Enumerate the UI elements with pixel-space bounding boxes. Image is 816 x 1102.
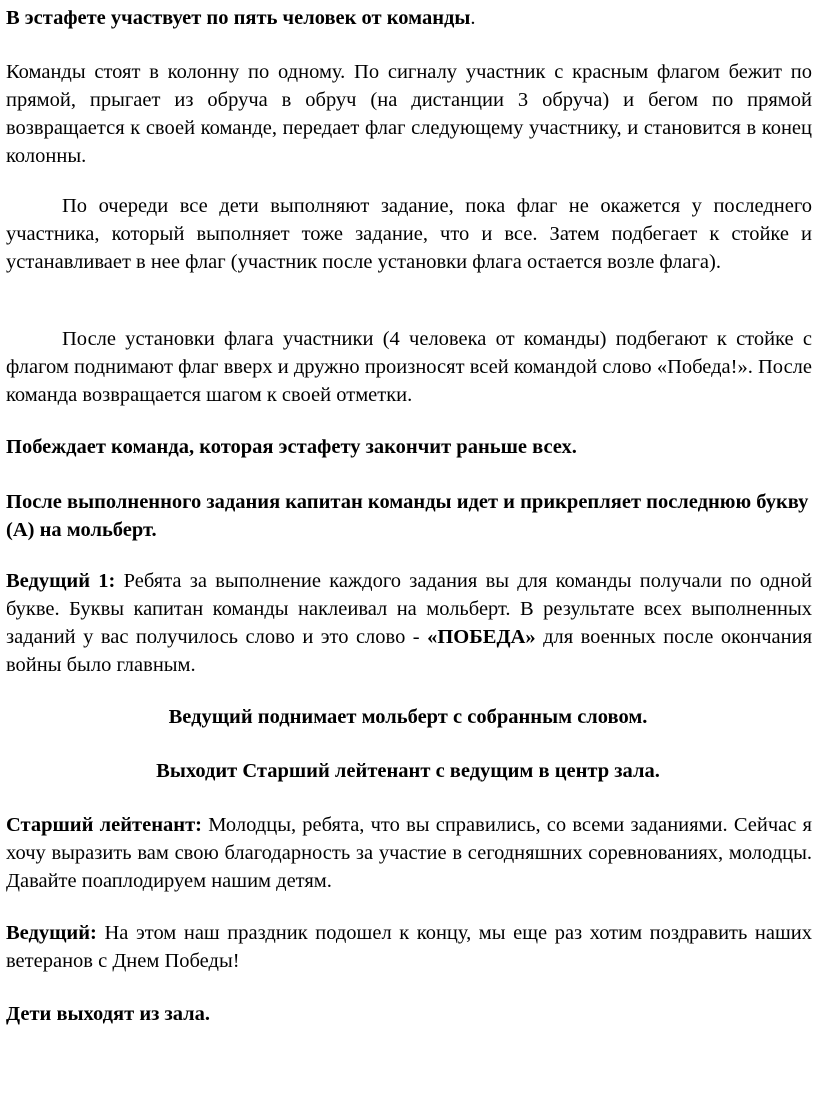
relay-rules-paragraph: Команды стоят в колонну по одному. По сигналу участник с красным флагом бежит по прямой, прыгает из обруча в обруч (на дистанции 3 обруча) и бегом по прямой возвращается к своей команде, передает флаг следующему участнику, и становится в конец колонны. <box>6 61 812 167</box>
host-speaker: Ведущий: <box>6 922 97 944</box>
lieutenant-entrance-text: Выходит Старший лейтенант с ведущим в центр зала. <box>156 760 660 782</box>
lieutenant-speech-text: Молодцы, ребята, что вы справились, со всеми заданиями. Сейчас я хочу выразить вам свою благодарность за участие в сегодняшних соревнованиях, молодцы. Давайте поаплодируем нашим детям. <box>6 814 812 892</box>
lieutenant-speaker: Старший лейтенант: <box>6 814 202 836</box>
flag-raise-paragraph: После установки флага участники (4 человека от команды) подбегают к стойке с флагом поднимают флаг вверх и дружно произносят всей командой слово «Победа!». После команда возвращается шагом к своей отметки. <box>6 328 812 406</box>
winner-text: Побеждает команда, которая эстафету закончит раньше всех. <box>6 436 577 458</box>
relay-intro-paragraph <box>6 4 812 32</box>
relay-intro-end: . <box>470 7 476 29</box>
winner-paragraph <box>6 433 812 461</box>
children-exit-paragraph <box>6 1000 812 1028</box>
captain-paragraph <box>6 488 812 544</box>
host-closing-paragraph <box>6 919 812 975</box>
host-closing-text: На этом наш праздник подошел к концу, мы еще раз хотим поздравить наших ветеранов с Днем Победы! <box>6 922 812 972</box>
host1-text: Ребята за выполнение каждого задания вы для команды получали по одной букве. Буквы капитан команды наклеивал на мольберт. В результате всех выполненных заданий у вас получилось слово и это слово - <box>6 570 812 648</box>
victory-word: «ПОБЕДА» <box>427 626 536 648</box>
relay-turns-paragraph: По очереди все дети выполняют задание, пока флаг не окажется у последнего участника, который выполняет тоже задание, что и все. Затем подбегает к стойке и устанавливает в нее флаг (участник после установки флага остается возле флага). <box>6 195 812 273</box>
host1-text-end: для военных после окончания войны было главным. <box>6 626 812 676</box>
easel-stage-direction <box>0 703 816 731</box>
children-exit-text: Дети выходят из зала. <box>6 1003 211 1025</box>
host1-speaker: Ведущий 1: <box>6 570 116 592</box>
host1-paragraph <box>6 567 812 679</box>
captain-text: После выполненного задания капитан команды идет и прикрепляет последнюю букву (А) на мольберт. <box>6 491 809 541</box>
relay-intro-bold: В эстафете участвует по пять человек от команды <box>6 7 471 29</box>
lieutenant-entrance-direction <box>0 757 816 785</box>
easel-stage-direction-text: Ведущий поднимает мольберт с собранным словом. <box>168 706 648 728</box>
lieutenant-speech-paragraph <box>6 811 812 895</box>
